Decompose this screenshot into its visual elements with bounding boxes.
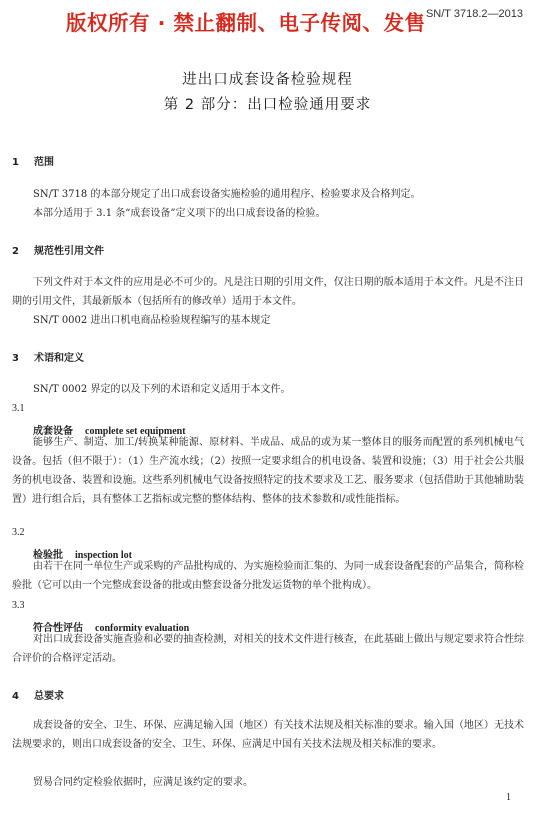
term-chinese: 符合性评估 — [33, 623, 83, 634]
section-4-heading — [12, 687, 64, 702]
section-number: 1 — [12, 157, 19, 168]
clause-number: 3.2 — [12, 527, 25, 538]
clause-number: 3.1 — [12, 403, 25, 414]
standard-code: SN/T 3718.2—2013 — [425, 8, 523, 20]
term-definition: 能够生产、制造、加工/转换某种能源、原材料、半成品、成品的或为某一整体目的服务而配置的系列机械电气设备。包括（但不限于）：（1）生产流水线；（2）按照一定要求组合的机电设备、装置和设施；（3）用于社会公共服务的机电设备、装置和设施。这些系列机械电气设备按照特定的技术要求及工艺、服务要求（包括借助于其他辅助装置）进行组合后，具有整体工艺指标或完整的整体结构、整体的技术参数和/或性能指标。 — [12, 437, 524, 505]
term-english: inspection lot — [75, 550, 132, 561]
term-english: conformity evaluation — [95, 623, 190, 634]
section-title: 术语和定义 — [34, 353, 84, 364]
term-definition: 由若干在同一单位生产或采购的产品批构成的、为实施检验而汇集的、为同一成套设备配套的产品集合，简称检验批（它可以由一个完整成套设备的批或由整套设备分批发运货物的单个批构成）。 — [12, 561, 524, 591]
section-3-paragraph-1: SN/T 0002 界定的以及下列的术语和定义适用于本文件。 — [33, 384, 291, 395]
term-definition: 对出口成套设备实施查验和必要的抽查检测，对相关的技术文件进行核查，在此基础上做出与规定要求符合性综合评价的合格评定活动。 — [12, 634, 524, 664]
section-1-heading — [12, 153, 54, 168]
copyright-watermark: 版权所有 · 禁止翻制、电子传阅、发售 — [66, 11, 426, 35]
section-1-paragraph-2: 本部分适用于 3.1 条“成套设备”定义项下的出口成套设备的检验。 — [33, 208, 326, 219]
section-title: 规范性引用文件 — [34, 246, 104, 257]
section-title: 总要求 — [34, 691, 64, 702]
clause-number: 3.3 — [12, 600, 25, 611]
section-number: 3 — [12, 353, 19, 364]
section-2-paragraph-2: SN/T 0002 进出口机电商品检验规程编写的基本规定 — [33, 315, 271, 326]
section-number: 4 — [12, 691, 19, 702]
section-3-heading — [12, 349, 84, 364]
section-1-paragraph-1: SN/T 3718 的本部分规定了出口成套设备实施检验的通用程序、检验要求及合格判定。 — [33, 189, 421, 200]
section-4-paragraph-2: 贸易合同约定检验依据时，应满足该约定的要求。 — [33, 777, 253, 788]
section-4-paragraph-1: 成套设备的安全、卫生、环保、应满足输入国（地区）有关技术法规及相关标准的要求。输入国（地区）无技术法规要求的，则出口成套设备的安全、卫生、环保、应满足中国有关技术法规及相关标准的要求。 — [12, 720, 524, 750]
document-subtitle: 第 2 部分：出口检验通用要求 — [163, 97, 372, 113]
document-title: 进出口成套设备检验规程 — [182, 72, 353, 88]
section-2-heading — [12, 242, 104, 257]
section-title: 范围 — [34, 157, 54, 168]
section-number: 2 — [12, 246, 19, 257]
term-english: complete set equipment — [85, 426, 186, 437]
page-number: 1 — [506, 792, 511, 803]
term-chinese: 检验批 — [33, 550, 63, 561]
term-chinese: 成套设备 — [33, 426, 73, 437]
section-2-paragraph-1: 下列文件对于本文件的应用是必不可少的。凡是注日期的引用文件，仅注日期的版本适用于本文件。凡是不注日期的引用文件，其最新版本（包括所有的修改单）适用于本文件。 — [12, 277, 524, 307]
